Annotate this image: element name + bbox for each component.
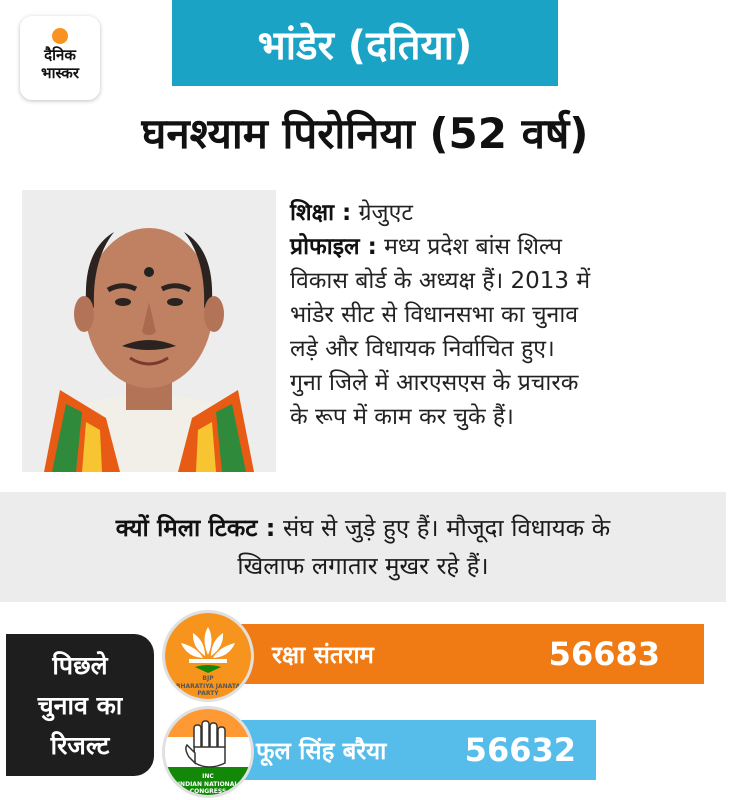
ticket-reason-box <box>0 492 726 602</box>
profile-text: मध्य प्रदेश बांस शिल्प <box>384 234 562 260</box>
sun-icon <box>52 28 68 44</box>
bjp-lotus-icon <box>162 610 254 702</box>
result-votes-bjp: 56683 <box>548 635 660 673</box>
profile-line-3: लड़े और विधायक निर्वाचित हुए। <box>290 336 555 362</box>
result-name-inc: फूल सिंह बरैया <box>256 736 387 765</box>
profile-line-2: भांडेर सीट से विधानसभा का चुनाव <box>290 302 579 328</box>
logo-text-line1: दैनिक <box>44 46 76 64</box>
candidate-photo <box>22 190 276 472</box>
result-votes-inc: 56632 <box>464 731 576 769</box>
inc-short-label: INC <box>202 773 214 780</box>
inc-hand-icon <box>162 706 254 798</box>
candidate-name: घनश्याम पिरोनिया (52 वर्ष) <box>141 109 589 158</box>
profile-label: प्रोफाइल : <box>290 234 377 260</box>
ticket-reason-label: क्यों मिला टिकट : <box>115 514 276 542</box>
dainik-bhaskar-logo <box>20 16 100 100</box>
profile-line-4: गुना जिले में आरएसएस के प्रचारक <box>290 370 579 396</box>
previous-result-label-line1: पिछले <box>52 651 108 680</box>
education-label: शिक्षा : <box>290 200 352 226</box>
profile-line-5: के रूप में काम कर चुके हैं। <box>290 404 514 430</box>
bjp-full-label: BHARATIYA JANATA PARTY <box>175 683 241 697</box>
logo-text-line2: भास्कर <box>41 64 79 82</box>
bjp-short-label: BJP <box>202 675 214 682</box>
constituency-title: भांडेर (दतिया) <box>172 0 558 86</box>
result-name-bjp: रक्षा संतराम <box>272 640 374 669</box>
candidate-portrait-illustration <box>22 190 276 472</box>
result-bar-bjp <box>226 624 704 684</box>
inc-full-label: INDIAN NATIONAL CONGRESS <box>177 781 239 795</box>
ticket-reason-line1 <box>0 509 726 547</box>
education-value: ग्रेजुएट <box>358 200 413 226</box>
previous-result-label <box>6 634 154 776</box>
previous-result-label-line3: रिजल्ट <box>50 731 110 760</box>
ticket-reason-line2: खिलाफ लगातार मुखर रहे हैं। <box>237 552 489 580</box>
result-bar-inc <box>226 720 596 780</box>
candidate-profile <box>290 196 720 434</box>
education-row <box>290 196 720 230</box>
profile-line-0 <box>290 230 720 264</box>
ticket-reason-text1: संघ से जुड़े हुए हैं। मौजूदा विधायक के <box>282 514 611 542</box>
profile-line-1: विकास बोर्ड के अध्यक्ष हैं। 2013 में <box>290 268 591 294</box>
previous-result-label-line2: चुनाव का <box>37 691 123 720</box>
